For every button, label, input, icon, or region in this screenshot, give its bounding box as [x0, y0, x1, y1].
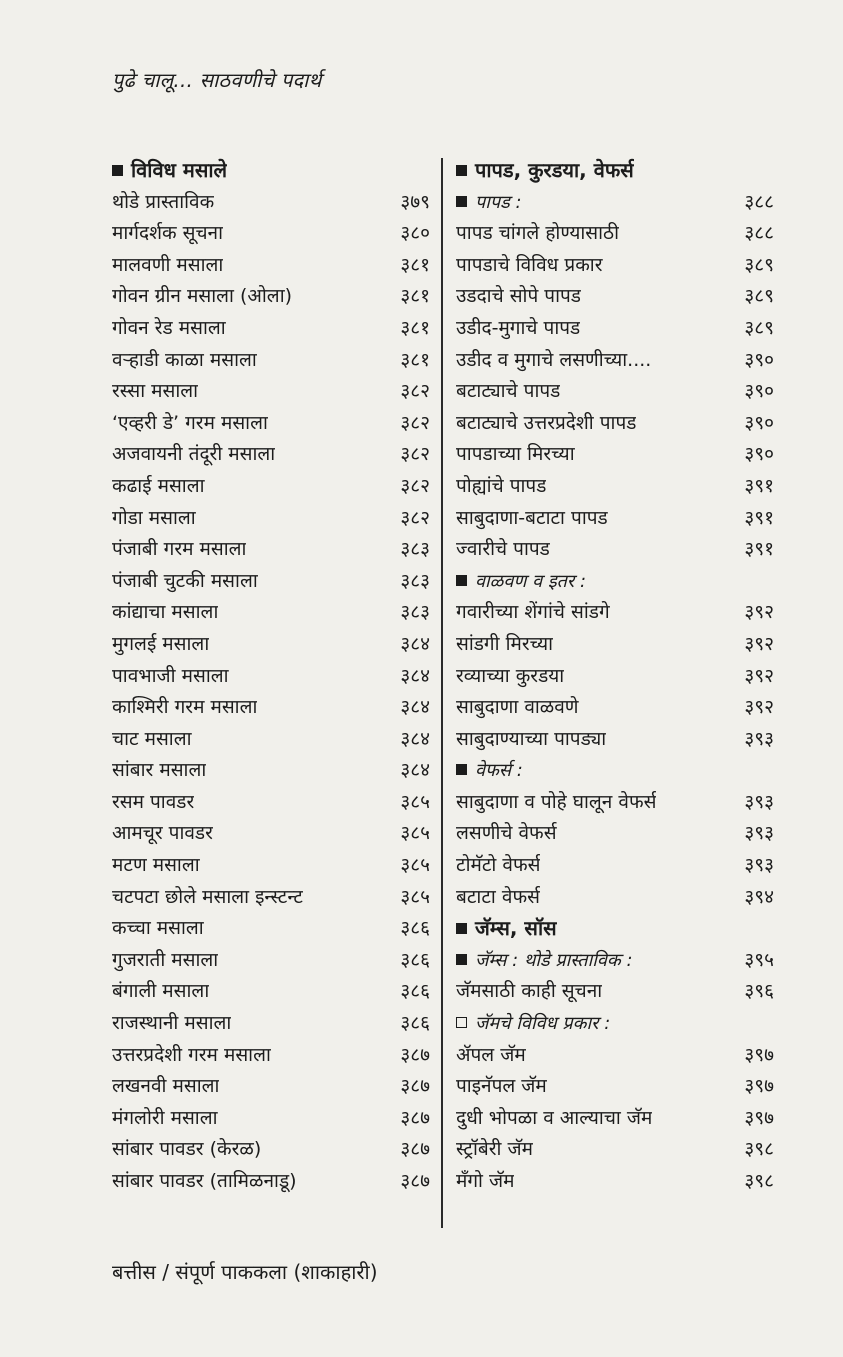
toc-entry-title: रव्याच्या कुरडया	[456, 664, 565, 687]
toc-entry	[456, 787, 774, 819]
toc-entry-title: साबुदाणा वाळवणे	[456, 696, 579, 719]
toc-entry-title: रस्सा मसाला	[112, 380, 199, 403]
toc-entry-title: जॅम्स, सॉस	[475, 916, 557, 941]
toc-entry-title: लखनवी मसाला	[112, 1075, 220, 1098]
toc-page-number: ३७९	[400, 190, 430, 213]
toc-subheading	[456, 1008, 774, 1040]
toc-entry-title: गोवन रेड मसाला	[112, 316, 226, 339]
toc-entry	[456, 976, 774, 1008]
toc-entry	[456, 692, 774, 724]
toc-page-number: ३८९	[744, 316, 774, 339]
toc-page-number: ३८७	[400, 1106, 430, 1129]
square-bullet-icon	[456, 196, 467, 207]
toc-page-number: ३९७	[744, 1043, 774, 1066]
square-bullet-icon	[456, 575, 467, 586]
toc-entry-title: सांबार पावडर (तामिळनाडू)	[112, 1170, 297, 1192]
toc-page-number: ३९८	[744, 1170, 774, 1192]
toc-entry-title: मँगो जॅम	[456, 1170, 515, 1192]
toc-entry	[112, 976, 430, 1008]
toc-entry	[456, 218, 774, 250]
toc-page-number: ३८७	[400, 1170, 430, 1192]
toc-entry-title: पोह्यांचे पापड	[456, 474, 547, 497]
toc-entry	[456, 629, 774, 661]
toc-entry	[456, 376, 774, 408]
toc-page-number: ३९०	[744, 411, 774, 434]
toc-entry-title: पापड चांगले होण्यासाठी	[456, 222, 620, 245]
toc-entry	[112, 882, 430, 914]
toc-page-number: ३८२	[400, 474, 430, 497]
toc-entry	[112, 218, 430, 250]
toc-entry	[112, 692, 430, 724]
toc-entry	[112, 1103, 430, 1135]
toc-page-number: ३९६	[744, 980, 774, 1003]
toc-entry	[112, 313, 430, 345]
square-bullet-icon	[456, 923, 467, 934]
toc-page-number: ३८७	[400, 1043, 430, 1066]
toc-entry-title: जॅमसाठी काही सूचना	[456, 980, 603, 1003]
toc-entry-title: वेफर्स :	[475, 760, 523, 782]
toc-entry-title: राजस्थानी मसाला	[112, 1012, 232, 1035]
toc-page-number: ३८२	[400, 411, 430, 434]
toc-entry	[112, 787, 430, 819]
toc-page-number: ३९८	[744, 1138, 774, 1161]
toc-entry	[112, 281, 430, 313]
toc-page-number: ३९३	[744, 790, 774, 813]
toc-entry-title: पापडाचे विविध प्रकार	[456, 253, 603, 276]
toc-page-number: ३८३	[400, 538, 430, 561]
toc-page-number: ३८५	[400, 790, 430, 813]
toc-entry	[456, 661, 774, 693]
toc-entry-title: आमचूर पावडर	[112, 822, 213, 845]
toc-entry	[112, 376, 430, 408]
toc-entry	[112, 597, 430, 629]
toc-entry	[112, 566, 430, 598]
toc-entry	[112, 1008, 430, 1040]
toc-page-number: ३८५	[400, 885, 430, 908]
toc-entry-title: गवारीच्या शेंगांचे सांडगे	[456, 601, 610, 624]
toc-page-number: ३८०	[400, 222, 430, 245]
toc-entry-title: वऱ्हाडी काळा मसाला	[112, 348, 257, 371]
toc-page-number: ३८१	[400, 253, 430, 276]
toc-entry-title: पापड, कुरडया, वेफर्स	[475, 158, 634, 182]
toc-page-number: ३९१	[744, 538, 774, 561]
toc-entry	[456, 1040, 774, 1072]
toc-page-number: ३९७	[744, 1075, 774, 1098]
toc-entry-title: गुजराती मसाला	[112, 948, 219, 971]
toc-page-number: ३८६	[400, 980, 430, 1003]
toc-page-number: ३८४	[400, 664, 430, 687]
toc-subheading	[456, 755, 774, 787]
toc-page-number: ३९१	[744, 474, 774, 497]
toc-section-heading	[112, 155, 430, 187]
toc-entry	[456, 818, 774, 850]
toc-entry-title: काश्मिरी गरम मसाला	[112, 696, 258, 719]
column-divider	[441, 158, 443, 1228]
toc-entry	[456, 408, 774, 440]
toc-entry	[112, 187, 430, 219]
toc-entry	[456, 534, 774, 566]
toc-entry	[456, 439, 774, 471]
toc-page-number: ३९०	[744, 348, 774, 371]
toc-entry	[456, 1166, 774, 1198]
toc-page-number: ३९०	[744, 380, 774, 403]
toc-entry-title: पाइनॅपल जॅम	[456, 1075, 547, 1098]
toc-entry	[456, 345, 774, 377]
toc-entry	[456, 1103, 774, 1135]
toc-entry	[112, 471, 430, 503]
toc-entry-title: सांबार पावडर (केरळ)	[112, 1138, 262, 1161]
toc-page-number: ३८१	[400, 285, 430, 308]
toc-entry-title: टोमॅटो वेफर्स	[456, 854, 541, 877]
toc-entry-title: ज्वारीचे पापड	[456, 538, 550, 561]
toc-entry	[456, 1071, 774, 1103]
toc-entry-title: दुधी भोपळा व आल्याचा जॅम	[456, 1106, 653, 1129]
toc-entry-title: पापडाच्या मिरच्या	[456, 443, 575, 466]
toc-entry-title: मटण मसाला	[112, 854, 200, 877]
toc-entry	[112, 534, 430, 566]
toc-page-number: ३९२	[744, 601, 774, 624]
toc-page-number: ३८४	[400, 632, 430, 655]
toc-entry-title: चटपटा छोले मसाला इन्स्टन्ट	[112, 885, 303, 908]
toc-entry-title: वाळवण व इतर :	[475, 570, 587, 592]
toc-page-number: ३९५	[744, 948, 774, 971]
page-footer: बत्तीस / संपूर्ण पाककला (शाकाहारी)	[112, 1260, 378, 1284]
toc-entry	[456, 471, 774, 503]
toc-entry-title: पंजाबी चुटकी मसाला	[112, 569, 258, 592]
toc-right-column	[456, 155, 774, 1198]
toc-entry	[112, 661, 430, 693]
toc-entry	[112, 629, 430, 661]
toc-page-number: ३८६	[400, 948, 430, 971]
toc-entry-title: उत्तरप्रदेशी गरम मसाला	[112, 1043, 271, 1066]
toc-page-number: ३८९	[744, 253, 774, 276]
toc-entry-title: मुगलई मसाला	[112, 632, 210, 655]
toc-entry	[112, 1134, 430, 1166]
toc-entry-title: पंजाबी गरम मसाला	[112, 538, 247, 561]
toc-entry-title: साबुदाणा व पोहे घालून वेफर्स	[456, 790, 657, 813]
toc-page-number: ३८७	[400, 1075, 430, 1098]
toc-page-number: ३८२	[400, 380, 430, 403]
square-bullet-icon	[112, 165, 123, 176]
toc-entry-title: अजवायनी तंदूरी मसाला	[112, 443, 276, 466]
toc-section-heading	[456, 155, 774, 187]
toc-entry-title: जॅम्स : थोडे प्रास्ताविक :	[475, 949, 633, 971]
toc-page-number: ३९३	[744, 854, 774, 877]
toc-page-number: ३९३	[744, 727, 774, 750]
toc-entry	[112, 755, 430, 787]
toc-entry-title: बटाट्याचे उत्तरप्रदेशी पापड	[456, 411, 637, 434]
toc-page-number: ३९२	[744, 632, 774, 655]
square-bullet-icon	[456, 764, 467, 775]
square-bullet-icon	[456, 165, 467, 176]
toc-page-number: ३८५	[400, 822, 430, 845]
toc-page-number: ३९२	[744, 664, 774, 687]
toc-page-number: ३८६	[400, 1012, 430, 1035]
toc-entry-title: पापड :	[475, 191, 522, 213]
toc-entry	[456, 597, 774, 629]
toc-entry	[112, 724, 430, 756]
toc-entry	[112, 503, 430, 535]
toc-page-number: ३८२	[400, 506, 430, 529]
toc-page-number: ३९४	[744, 885, 774, 908]
toc-page-number: ३९७	[744, 1106, 774, 1129]
toc-entry-title: साबुदाण्याच्या पापड्या	[456, 727, 607, 750]
toc-entry-title: पावभाजी मसाला	[112, 664, 229, 687]
toc-entry-title: कच्चा मसाला	[112, 917, 204, 940]
toc-entry	[456, 882, 774, 914]
toc-entry	[112, 913, 430, 945]
toc-subheading	[456, 566, 774, 598]
hollow-square-bullet-icon	[456, 1017, 467, 1028]
toc-entry-title: सांडगी मिरच्या	[456, 632, 554, 655]
toc-entry	[112, 945, 430, 977]
toc-entry	[112, 439, 430, 471]
running-header: पुढे चालू... साठवणीचे पदार्थ	[112, 68, 322, 92]
toc-page-number: ३८८	[744, 190, 774, 213]
toc-entry	[112, 1071, 430, 1103]
toc-entry-title: बटाट्याचे पापड	[456, 380, 561, 403]
toc-entry-title: रसम पावडर	[112, 790, 195, 813]
toc-entry-title: कांद्याचा मसाला	[112, 601, 219, 624]
toc-page-number: ३८३	[400, 569, 430, 592]
toc-subheading	[456, 945, 774, 977]
toc-page-number: ३८५	[400, 854, 430, 877]
toc-page-number: ३८४	[400, 759, 430, 782]
toc-entry-title: ‘एव्हरी डे’ गरम मसाला	[112, 411, 268, 434]
toc-entry-title: ॲपल जॅम	[456, 1043, 526, 1066]
toc-page-number: ३९१	[744, 506, 774, 529]
toc-entry-title: जॅमचे विविध प्रकार :	[475, 1013, 611, 1035]
toc-page-number: ३८६	[400, 917, 430, 940]
toc-entry	[112, 1040, 430, 1072]
toc-entry	[456, 724, 774, 756]
toc-page-number: ३८३	[400, 601, 430, 624]
toc-section-heading	[456, 913, 774, 945]
toc-page-number: ३९२	[744, 696, 774, 719]
toc-entry-title: बंगाली मसाला	[112, 980, 210, 1003]
toc-entry-title: विविध मसाले	[131, 158, 228, 182]
toc-page-number: ३८४	[400, 727, 430, 750]
toc-entry	[112, 818, 430, 850]
toc-entry	[456, 1134, 774, 1166]
toc-entry-title: उडीद-मुगाचे पापड	[456, 316, 581, 339]
toc-entry	[456, 281, 774, 313]
toc-entry-title: उडदाचे सोपे पापड	[456, 285, 581, 308]
toc-entry	[456, 313, 774, 345]
toc-entry-title: स्ट्रॉबेरी जॅम	[456, 1138, 533, 1161]
toc-page-number: ३८२	[400, 443, 430, 466]
toc-entry-title: लसणीचे वेफर्स	[456, 822, 557, 845]
toc-entry-title: साबुदाणा-बटाटा पापड	[456, 506, 608, 529]
toc-entry	[112, 250, 430, 282]
toc-left-column	[112, 155, 430, 1198]
toc-entry-title: उडीद व मुगाचे लसणीच्या....	[456, 348, 652, 371]
toc-entry	[112, 345, 430, 377]
toc-entry	[112, 408, 430, 440]
toc-entry-title: थोडे प्रास्ताविक	[112, 190, 215, 213]
toc-subheading	[456, 187, 774, 219]
toc-entry	[112, 1166, 430, 1198]
square-bullet-icon	[456, 954, 467, 965]
toc-entry-title: गोडा मसाला	[112, 506, 196, 529]
toc-entry	[456, 850, 774, 882]
toc-entry-title: कढाई मसाला	[112, 474, 205, 497]
toc-entry-title: सांबार मसाला	[112, 759, 207, 782]
toc-page-number: ३९०	[744, 443, 774, 466]
toc-entry-title: मालवणी मसाला	[112, 253, 224, 276]
toc-page-number: ३८७	[400, 1138, 430, 1161]
toc-entry	[456, 250, 774, 282]
toc-entry	[112, 850, 430, 882]
toc-page-number: ३८१	[400, 316, 430, 339]
toc-entry-title: मंगलोरी मसाला	[112, 1106, 218, 1129]
toc-page-number: ३८१	[400, 348, 430, 371]
toc-page-number: ३९३	[744, 822, 774, 845]
toc-page-number: ३८४	[400, 696, 430, 719]
toc-entry-title: मार्गदर्शक सूचना	[112, 222, 223, 245]
toc-page-number: ३८८	[744, 222, 774, 245]
toc-entry-title: चाट मसाला	[112, 727, 192, 750]
toc-page-number: ३८९	[744, 285, 774, 308]
toc-entry	[456, 503, 774, 535]
toc-entry-title: बटाटा वेफर्स	[456, 885, 540, 908]
toc-entry-title: गोवन ग्रीन मसाला (ओला)	[112, 285, 293, 308]
